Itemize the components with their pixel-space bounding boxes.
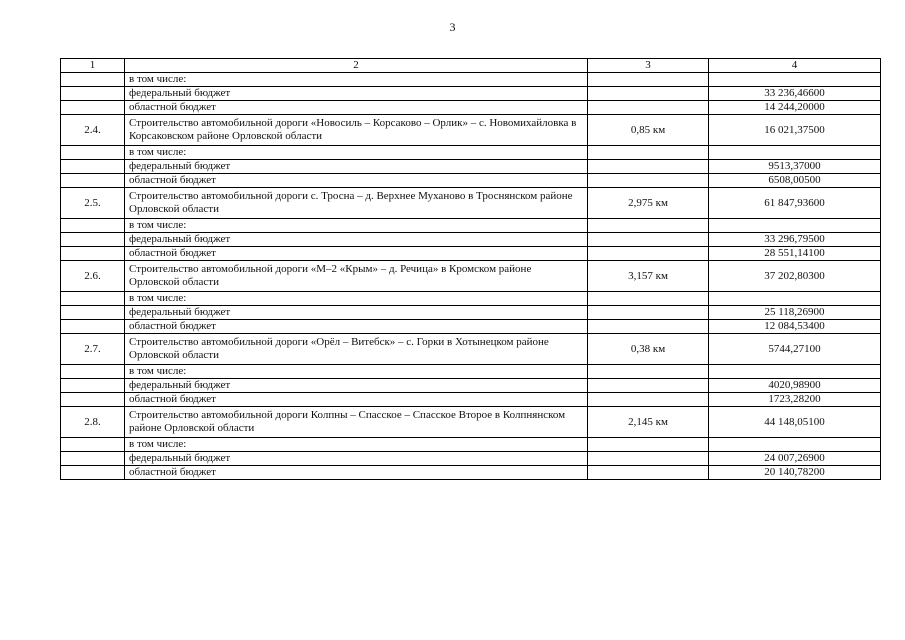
- row-length-cell: [588, 233, 709, 247]
- table-row-budget: [61, 219, 881, 233]
- row-length-cell: 2,975 км: [588, 188, 709, 219]
- row-number-cell: 2.6.: [61, 261, 125, 292]
- budget-table: [60, 58, 881, 480]
- table-row-project: [61, 188, 881, 219]
- table-row-budget: [61, 174, 881, 188]
- row-length-cell: [588, 73, 709, 87]
- row-amount-cell: 44 148,05100: [709, 407, 881, 438]
- row-amount-cell: 61 847,93600: [709, 188, 881, 219]
- row-name-cell: областной бюджет: [125, 247, 588, 261]
- row-amount-cell: 1723,28200: [709, 393, 881, 407]
- table-header-row: [61, 59, 881, 73]
- row-number-cell: [61, 438, 125, 452]
- table-row-budget: [61, 146, 881, 160]
- row-number-cell: [61, 247, 125, 261]
- row-number-cell: 2.8.: [61, 407, 125, 438]
- row-amount-cell: [709, 73, 881, 87]
- row-length-cell: [588, 160, 709, 174]
- row-length-cell: [588, 365, 709, 379]
- row-number-cell: 2.4.: [61, 115, 125, 146]
- row-length-cell: [588, 452, 709, 466]
- row-amount-cell: 6508,00500: [709, 174, 881, 188]
- row-amount-cell: 25 118,26900: [709, 306, 881, 320]
- row-length-cell: 0,38 км: [588, 334, 709, 365]
- row-number-cell: [61, 73, 125, 87]
- header-col-3: 3: [588, 59, 709, 73]
- row-name-cell: областной бюджет: [125, 393, 588, 407]
- row-number-cell: [61, 146, 125, 160]
- row-name-cell: федеральный бюджет: [125, 233, 588, 247]
- row-name-cell: областной бюджет: [125, 101, 588, 115]
- row-length-cell: [588, 393, 709, 407]
- row-number-cell: [61, 160, 125, 174]
- table-row-budget: [61, 466, 881, 480]
- row-number-cell: [61, 174, 125, 188]
- row-length-cell: [588, 320, 709, 334]
- row-length-cell: [588, 379, 709, 393]
- row-number-cell: 2.7.: [61, 334, 125, 365]
- row-length-cell: [588, 219, 709, 233]
- row-number-cell: [61, 219, 125, 233]
- row-name-cell: областной бюджет: [125, 320, 588, 334]
- row-length-cell: 2,145 км: [588, 407, 709, 438]
- row-length-cell: [588, 438, 709, 452]
- row-amount-cell: [709, 438, 881, 452]
- table-row-budget: [61, 379, 881, 393]
- row-name-cell: Строительство автомобильной дороги Колпны – Спасское – Спасское Второе в Колпнянском районе Орловской области: [125, 407, 588, 438]
- row-amount-cell: [709, 365, 881, 379]
- row-length-cell: [588, 101, 709, 115]
- row-amount-cell: [709, 219, 881, 233]
- row-amount-cell: 9513,37000: [709, 160, 881, 174]
- table-row-budget: [61, 247, 881, 261]
- row-name-cell: Строительство автомобильной дороги «Новосиль – Корсаково – Орлик» – с. Новомихайловка в Корсаковском районе Орловской области: [125, 115, 588, 146]
- row-name-cell: в том числе:: [125, 219, 588, 233]
- row-amount-cell: 4020,98900: [709, 379, 881, 393]
- table-row-budget: [61, 365, 881, 379]
- row-number-cell: [61, 379, 125, 393]
- row-number-cell: [61, 393, 125, 407]
- row-name-cell: федеральный бюджет: [125, 379, 588, 393]
- row-length-cell: [588, 146, 709, 160]
- row-amount-cell: 37 202,80300: [709, 261, 881, 292]
- header-col-2: 2: [125, 59, 588, 73]
- row-number-cell: [61, 365, 125, 379]
- table-row-budget: [61, 73, 881, 87]
- row-name-cell: в том числе:: [125, 365, 588, 379]
- header-col-4: 4: [709, 59, 881, 73]
- row-amount-cell: 24 007,26900: [709, 452, 881, 466]
- row-number-cell: [61, 87, 125, 101]
- table-row-budget: [61, 233, 881, 247]
- table-row-project: [61, 261, 881, 292]
- table-row-budget: [61, 452, 881, 466]
- row-amount-cell: [709, 292, 881, 306]
- row-length-cell: [588, 247, 709, 261]
- row-name-cell: в том числе:: [125, 292, 588, 306]
- header-col-1: 1: [61, 59, 125, 73]
- row-name-cell: федеральный бюджет: [125, 452, 588, 466]
- row-length-cell: [588, 292, 709, 306]
- row-name-cell: Строительство автомобильной дороги с. Тросна – д. Верхнее Муханово в Троснянском районе Орловской области: [125, 188, 588, 219]
- row-name-cell: в том числе:: [125, 146, 588, 160]
- row-amount-cell: 5744,27100: [709, 334, 881, 365]
- table-row-budget: [61, 438, 881, 452]
- row-amount-cell: 28 551,14100: [709, 247, 881, 261]
- row-name-cell: федеральный бюджет: [125, 306, 588, 320]
- table-row-budget: [61, 306, 881, 320]
- table-row-budget: [61, 101, 881, 115]
- row-name-cell: Строительство автомобильной дороги «М–2 «Крым» – д. Речица» в Кромском районе Орловской области: [125, 261, 588, 292]
- row-number-cell: [61, 233, 125, 247]
- row-name-cell: областной бюджет: [125, 174, 588, 188]
- row-length-cell: [588, 174, 709, 188]
- row-name-cell: в том числе:: [125, 438, 588, 452]
- row-length-cell: [588, 306, 709, 320]
- row-amount-cell: 14 244,20000: [709, 101, 881, 115]
- row-amount-cell: 20 140,78200: [709, 466, 881, 480]
- table-row-project: [61, 334, 881, 365]
- page-number: 3: [449, 20, 456, 34]
- row-name-cell: федеральный бюджет: [125, 87, 588, 101]
- table-row-budget: [61, 160, 881, 174]
- row-amount-cell: 12 084,53400: [709, 320, 881, 334]
- row-number-cell: 2.5.: [61, 188, 125, 219]
- table-row-project: [61, 115, 881, 146]
- table-row-budget: [61, 292, 881, 306]
- row-length-cell: 0,85 км: [588, 115, 709, 146]
- row-length-cell: [588, 466, 709, 480]
- row-name-cell: Строительство автомобильной дороги «Орёл – Витебск» – с. Горки в Хотынецком районе Орловской области: [125, 334, 588, 365]
- row-name-cell: федеральный бюджет: [125, 160, 588, 174]
- row-amount-cell: 33 236,46600: [709, 87, 881, 101]
- row-name-cell: областной бюджет: [125, 466, 588, 480]
- row-number-cell: [61, 466, 125, 480]
- row-length-cell: [588, 87, 709, 101]
- table-row-budget: [61, 393, 881, 407]
- row-name-cell: в том числе:: [125, 73, 588, 87]
- table-row-project: [61, 407, 881, 438]
- row-amount-cell: [709, 146, 881, 160]
- row-number-cell: [61, 306, 125, 320]
- table-row-budget: [61, 320, 881, 334]
- row-number-cell: [61, 292, 125, 306]
- row-length-cell: 3,157 км: [588, 261, 709, 292]
- row-number-cell: [61, 101, 125, 115]
- row-number-cell: [61, 452, 125, 466]
- row-amount-cell: 16 021,37500: [709, 115, 881, 146]
- table-row-budget: [61, 87, 881, 101]
- row-amount-cell: 33 296,79500: [709, 233, 881, 247]
- row-number-cell: [61, 320, 125, 334]
